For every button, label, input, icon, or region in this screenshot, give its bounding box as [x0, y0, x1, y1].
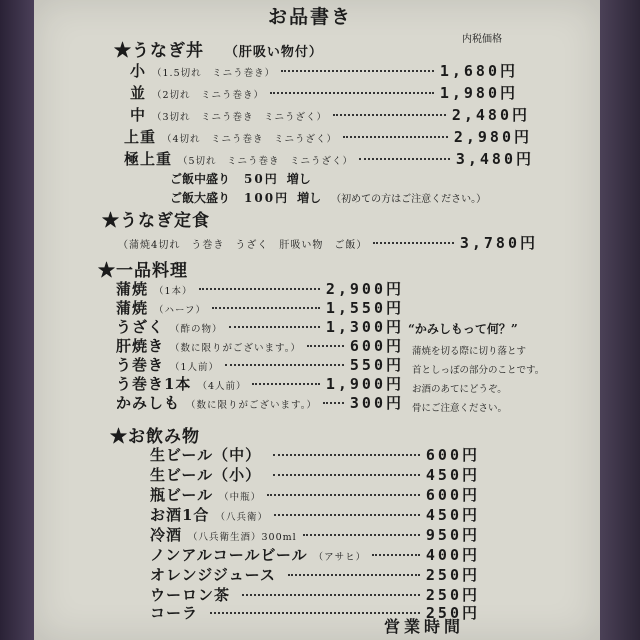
- kamishimo-line: 首としっぽの部分のことです。: [412, 365, 545, 376]
- item-price: 400円: [425, 546, 480, 564]
- section-unagi-don: [114, 36, 323, 61]
- item-note: （4切れ ミニう巻き ミニうざく）: [162, 134, 338, 145]
- item-name: 上重: [124, 128, 157, 146]
- rice-option-word: 増し: [286, 172, 311, 186]
- item-note: （アサヒ）: [313, 552, 367, 563]
- kamishimo-line: お酒のあてにどうぞ。: [412, 384, 507, 395]
- item-note: （ハーフ）: [154, 305, 207, 316]
- item-name: うざく: [116, 318, 165, 336]
- leader-dots: [212, 307, 320, 309]
- menu-title: お品書き: [268, 6, 353, 28]
- item-price: 3,780円: [459, 234, 538, 252]
- item-note: （八兵衛）: [215, 512, 268, 523]
- item-name: 並: [130, 84, 147, 102]
- background-right-border: [600, 0, 640, 640]
- menu-item-row: [150, 544, 480, 564]
- item-price: 250円: [425, 604, 480, 622]
- teishoku-item-row: [118, 232, 538, 252]
- item-name: 小: [130, 62, 147, 80]
- leader-dots: [273, 454, 420, 456]
- menu-item-row: [130, 82, 518, 102]
- item-price: 2,900円: [325, 280, 404, 298]
- item-name: ノンアルコールビール: [150, 546, 308, 564]
- item-price: 950円: [425, 526, 480, 544]
- business-hours-heading: 営業時間: [384, 617, 465, 636]
- menu-item-row: [116, 297, 404, 317]
- leader-dots: [288, 574, 420, 576]
- rice-option-price: 50円: [244, 172, 279, 186]
- item-price: 1,980円: [439, 84, 518, 102]
- item-name: コーラ: [150, 604, 199, 622]
- kamishimo-line: 骨にご注意ください。: [412, 403, 508, 414]
- menu-item-row: [130, 60, 518, 80]
- background-left-border: [0, 0, 34, 640]
- leader-dots: [270, 92, 434, 94]
- menu-item-row: [150, 484, 480, 504]
- item-note: （数に限りがございます。）: [170, 343, 302, 354]
- item-price: 1,900円: [325, 375, 404, 393]
- leader-dots: [252, 383, 319, 385]
- leader-dots: [323, 402, 344, 404]
- item-price: 550円: [349, 356, 404, 374]
- menu-item-row: [116, 278, 404, 298]
- item-price: 450円: [425, 506, 480, 524]
- item-name: 極上重: [124, 150, 173, 168]
- menu-item-row: [124, 126, 532, 146]
- leader-dots: [267, 494, 420, 496]
- item-price: 1,300円: [325, 318, 404, 336]
- item-name: 生ビール（中）: [150, 446, 262, 464]
- rice-option-comment: （初めての方はご注意ください。）: [331, 194, 487, 205]
- section-unagi-don-sub: （肝吸い物付）: [224, 45, 323, 60]
- kamishimo-question: “かみしもって何？”: [408, 322, 518, 336]
- section-drinks: ★お飲み物: [110, 427, 200, 447]
- menu-item-row: [116, 373, 404, 393]
- item-note: （3切れ ミニう巻き ミニうざく）: [152, 112, 328, 123]
- item-name: う巻き: [116, 356, 165, 374]
- item-note: （5切れ ミニう巻き ミニうざく）: [178, 156, 354, 167]
- item-name: 瓶ビール: [150, 486, 214, 504]
- tax-note: 内税価格: [462, 34, 502, 45]
- leader-dots: [343, 136, 448, 138]
- leader-dots: [281, 70, 434, 72]
- kamishimo-line: 蒲焼を切る際に切り落とす: [412, 346, 527, 357]
- menu-item-row: [150, 584, 480, 604]
- rice-option-price: 100円: [244, 191, 290, 205]
- item-price: 1,550円: [325, 299, 404, 317]
- item-price: 3,480円: [455, 150, 534, 168]
- menu-item-row: [116, 335, 404, 355]
- item-name: お酒1合: [150, 506, 210, 524]
- section-ippin: ★一品料理: [98, 261, 188, 281]
- item-note: （2切れ ミニう巻き）: [152, 90, 265, 101]
- leader-dots: [373, 242, 453, 244]
- leader-dots: [199, 288, 320, 290]
- menu-item-row: [116, 354, 404, 374]
- menu-item-row: [150, 504, 480, 524]
- leader-dots: [359, 158, 450, 160]
- item-price: 600円: [425, 446, 480, 464]
- item-name: かみしも: [116, 394, 181, 412]
- leader-dots: [274, 514, 420, 516]
- item-note: （1人前）: [170, 362, 220, 373]
- leader-dots: [273, 474, 420, 476]
- section-unagi-teishoku: ★うなぎ定食: [102, 211, 210, 231]
- item-name: 生ビール（小）: [150, 466, 262, 484]
- item-note: （中瓶）: [219, 492, 262, 503]
- item-name: う巻き1本: [116, 375, 192, 393]
- leader-dots: [307, 345, 344, 347]
- rice-option-label: ご飯中盛り: [170, 172, 231, 186]
- item-name: ウーロン茶: [150, 586, 231, 604]
- item-note: （八兵衛生酒）300ml: [188, 532, 297, 543]
- item-price: 2,980円: [453, 128, 532, 146]
- menu-item-row: [124, 148, 534, 168]
- item-note: （数に限りがございます。）: [186, 400, 318, 411]
- menu-item-row: [150, 564, 480, 584]
- leader-dots: [303, 534, 420, 536]
- item-note: （4人前）: [197, 381, 247, 392]
- menu-item-row: [150, 464, 480, 484]
- leader-dots: [225, 364, 344, 366]
- leader-dots: [229, 326, 320, 328]
- item-price: 250円: [425, 586, 480, 604]
- item-name: 中: [130, 106, 147, 124]
- item-note: （蒲焼4切れ う巻き うざく 肝吸い物 ご飯）: [118, 240, 368, 251]
- rice-option-label: ご飯大盛り: [170, 191, 231, 205]
- leader-dots: [372, 554, 420, 556]
- item-name: 蒲焼: [116, 280, 149, 298]
- item-price: 2,480円: [451, 106, 530, 124]
- item-note: （酢の物）: [170, 324, 223, 335]
- item-name: 冷酒: [150, 526, 183, 544]
- leader-dots: [333, 114, 446, 116]
- menu-item-row: [116, 392, 404, 412]
- item-price: 450円: [425, 466, 480, 484]
- menu-item-row: [150, 524, 480, 544]
- item-name: 肝焼き: [116, 337, 165, 355]
- rice-option-row: [170, 170, 311, 187]
- menu-item-row: [130, 104, 530, 124]
- menu-item-row: [116, 316, 404, 336]
- leader-dots: [242, 594, 420, 596]
- item-note: （1本）: [154, 286, 193, 297]
- item-price: 1,680円: [439, 62, 518, 80]
- rice-option-word: 増し: [297, 191, 322, 205]
- item-name: オレンジジュース: [150, 566, 276, 584]
- item-note: （1.5切れ ミニう巻き）: [152, 68, 276, 79]
- item-name: 蒲焼: [116, 299, 149, 317]
- section-unagi-don-heading: ★うなぎ丼: [114, 41, 204, 61]
- item-price: 300円: [349, 394, 404, 412]
- item-price: 600円: [425, 486, 480, 504]
- item-price: 600円: [349, 337, 404, 355]
- rice-option-row: [170, 189, 486, 206]
- menu-item-row: [150, 444, 480, 464]
- item-price: 250円: [425, 566, 480, 584]
